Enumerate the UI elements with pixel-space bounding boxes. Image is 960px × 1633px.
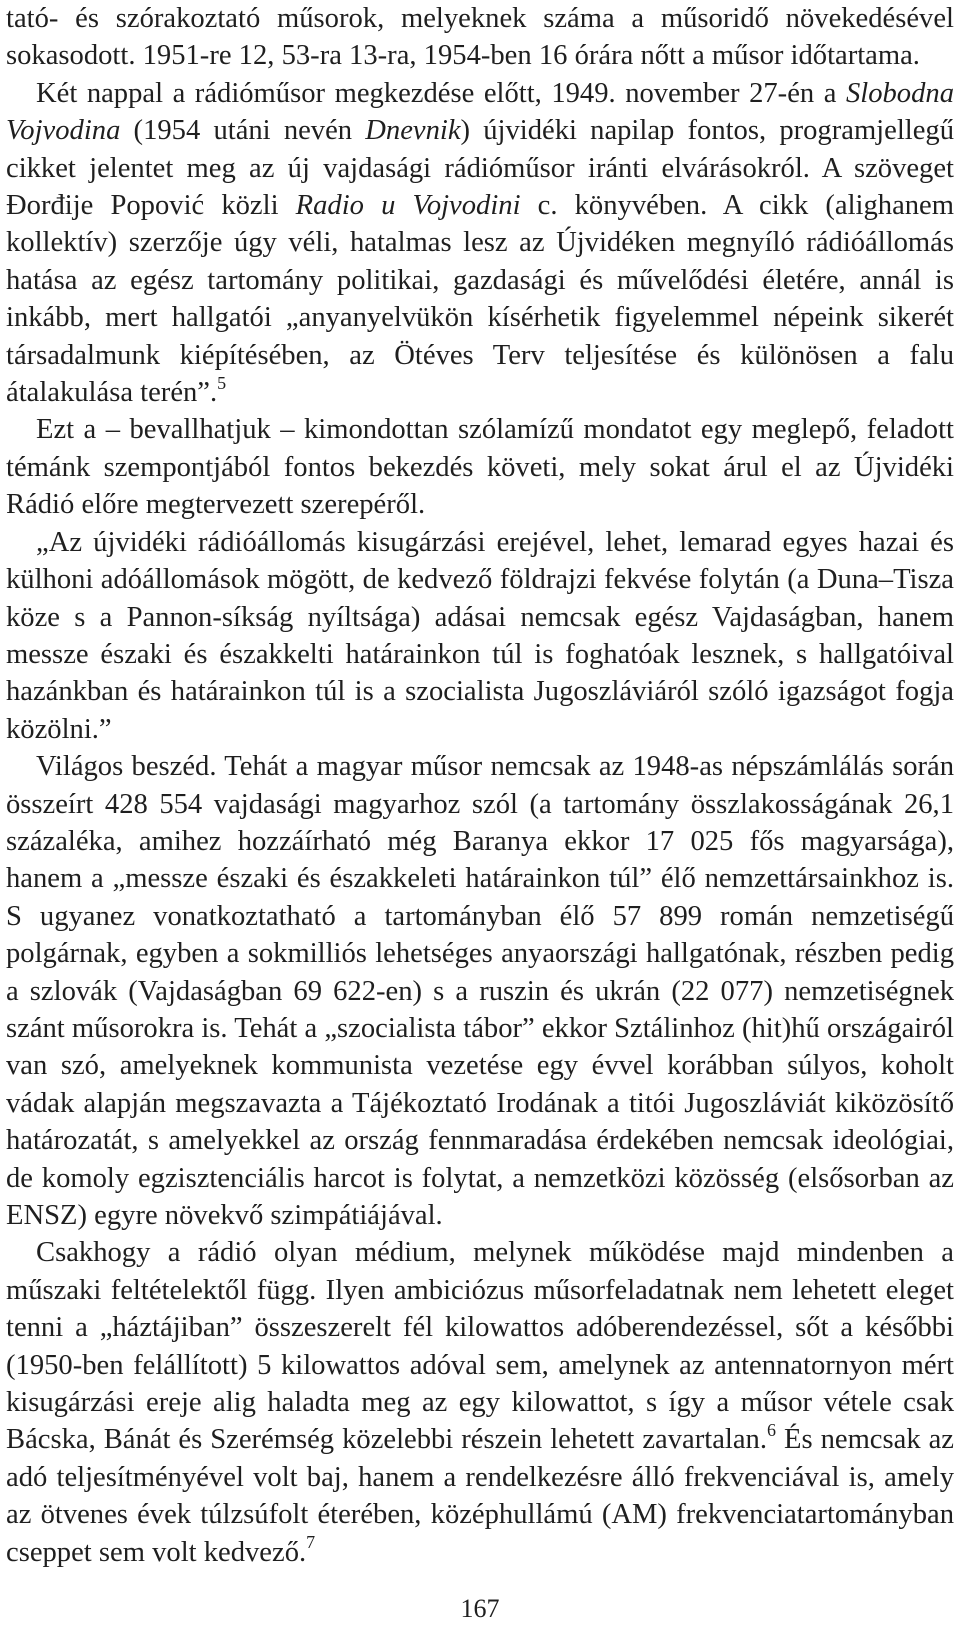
paragraph (6, 524, 954, 748)
paragraph (6, 75, 954, 412)
page-number: 167 (460, 1594, 500, 1623)
text-segment: Csakhogy a rádió olyan médium, melynek működése majd mindenben a műszaki feltételektől függ. Ilyen ambiciózus műsorfeladatnak nem lehetett eleget tenni a „háztájiban” összeszerelt fél kilowattos adóberendezéssel, sőt a későbbi (1950-ben felállított) 5 kilowattos adóval sem, amelynek az antennatornyon mért kisugárzási ereje alig haladta meg az egy kilowattot, s így a műsor vétele csak Bácska, Bánát és Szerémség közelebbi részein lehetett zavartalan. (6, 1237, 954, 1456)
text-segment: c. könyvében. A cikk (alighanem kollektív) szerzője úgy véli, hatalmas lesz az Újvidéken megnyíló rádióállomás hatása az egész tartomány politikai, gazdasági és művelődési életére, annál is inkább, mert hallgatói „anyanyelvükön kísérhetik figyelemmel népeink sikerét társadalmunk kiépítésében, az Ötéves Terv teljesítése és különösen a falu átalakulása terén”. (6, 190, 954, 409)
italic-title: Dnevnik (365, 115, 461, 147)
italic-title: Radio u Vojvodini (295, 190, 521, 222)
book-page (6, 0, 954, 1633)
text-segment: (1954 utáni nevén (120, 115, 366, 147)
text-segment: ) újvidéki napilap fontos, programjellegű cikket jelentet meg az új vajdasági rádióműsor iránti elvárásokról. A szöveget Đorđije Popović közli (6, 115, 954, 222)
text-segment: „Az újvidéki rádióállomás kisugárzási erejével, lehet, lemarad egyes hazai és külhoni adóállomások mögött, de kedvező földrajzi fekvése folytán (a Duna–Tisza köze s a Pannon-síkság nyíltsága) adásai nemcsak egész Vajdaságban, hanem messze északi és északkelti határainkon túl is foghatóak lesznek, s hallgatóival hazánkban és határainkon túl is a szocialista Jugoszláviáról szóló igazságot fogja közölni.” (6, 526, 954, 745)
footnote-marker: 5 (217, 372, 227, 393)
text-segment: Világos beszéd. Tehát a magyar műsor nemcsak az 1948-as népszámlálás során összeírt 428 554 vajdasági magyarhoz szól (a tartomány összlakosságának 26,1 százaléka, amihez hozzáírható még Baranya ekkor 17 025 fős magyarsága), hanem a „messze északi és északkeleti határainkon túl” élő nemzettársainkhoz is. S ugyanez vonatkoztatható a tartományban élő 57 899 román nemzetiségű polgárnak, egyben a sokmilliós lehetséges anyaországi hallgatónak, részben pedig a szlovák (Vajdaságban 69 622-en) s a ruszin és ukrán (22 077) nemzetiségnek szánt műsorokra is. Tehát a „szocialista tábor” ekkor Sztálinhoz (hit)hű országairól van szó, amelyeknek kommunista vezetése egy évvel korábban súlyos, koholt vádak alapján megszavazta a Tájékoztató Irodának a titói Jugoszláviát kiközösítő határozatát, s amelyekkel az ország fennmaradása érdekében nemcsak ideológiai, de komoly egzisztenciális harcot is folytat, a nemzetközi közösség (elsősorban az ENSZ) egyre növekvő szimpátiájával. (6, 751, 954, 1231)
text-segment: tató- és szórakoztató műsorok, melyeknek száma a műsoridő növekedésével sokasodott. 1951-re 12, 53-ra 13-ra, 1954-ben 16 órára nőtt a műsor időtartama. (6, 3, 954, 72)
text-segment: Ezt a – bevallhatjuk – kimondottan szólamízű mondatot egy meglepő, feladott témánk szempontjából fontos bekezdés követi, mely sokat árul el az Újvidéki Rádió előre megtervezett szerepéről. (6, 414, 954, 521)
text-segment: Két nappal a rádióműsor megkezdése előtt, 1949. november 27-én a (36, 77, 846, 109)
italic-title: Slobodna Vojvodina (6, 77, 954, 147)
paragraph (6, 411, 954, 523)
text-segment: És nemcsak az adó teljesítményével volt baj, hanem a rendelkezésre álló frekvenciával is, amely az ötvenes évek túlzsúfolt éterében, középhullámú (AM) frekvenciatartományban cseppet sem volt kedvező. (6, 1424, 955, 1568)
body-text (6, 0, 954, 1571)
footnote-marker: 7 (306, 1532, 316, 1553)
footnote-marker: 6 (766, 1419, 776, 1440)
paragraph (6, 1234, 954, 1571)
paragraph (6, 0, 954, 75)
paragraph (6, 748, 954, 1234)
